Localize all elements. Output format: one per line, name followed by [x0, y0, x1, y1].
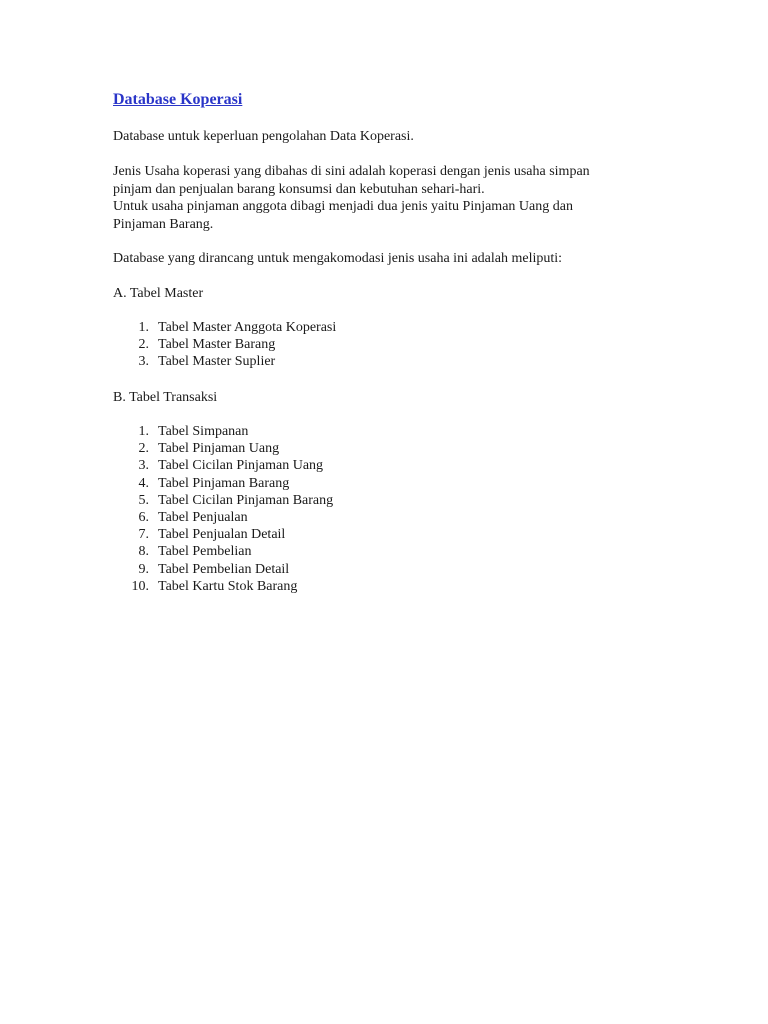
list-item [113, 509, 513, 526]
list-item [113, 336, 513, 353]
list-item-number: 8. [138, 544, 149, 560]
list-item-number: 1. [138, 320, 149, 335]
paragraph-1-line-1: Jenis Usaha koperasi yang dibahas di sini adalah koperasi dengan jenis usaha simpan [113, 164, 590, 179]
list-item-text: Tabel Cicilan Pinjaman Uang [158, 458, 324, 474]
list-item [113, 561, 513, 578]
list-item-text: Tabel Penjualan [158, 509, 248, 525]
list-item-text: Tabel Pembelian Detail [158, 561, 290, 577]
list-item-text: Tabel Master Suplier [158, 354, 276, 370]
list-item [113, 526, 513, 543]
list-item-text: Tabel Pinjaman Uang [158, 441, 280, 457]
list-item [113, 353, 513, 370]
list-item [113, 492, 513, 509]
list-item [113, 578, 513, 595]
document-title-link[interactable]: Database Koperasi [113, 91, 243, 108]
paragraph-2-text: Database yang dirancang untuk mengakomodasi jenis usaha ini adalah meliputi: [113, 251, 563, 266]
list-item-text: Tabel Penjualan Detail [158, 527, 286, 543]
list-item-number: 2. [138, 441, 149, 457]
list-item-number: 3. [138, 354, 149, 370]
list-item-text: Tabel Cicilan Pinjaman Barang [158, 492, 334, 508]
list-item-number: 3. [138, 458, 149, 474]
list-item [113, 319, 513, 336]
list-item-number: 9. [138, 561, 149, 577]
paragraph-1-line-2: pinjam dan penjualan barang konsumsi dan kebutuhan sehari-hari. [113, 181, 485, 197]
list-item-text: Tabel Pembelian [158, 544, 252, 560]
list-item [113, 440, 513, 457]
list-item-number: 7. [138, 527, 149, 543]
list-item-text: Tabel Simpanan [158, 424, 249, 439]
section-a-list [113, 319, 513, 371]
list-item-number: 2. [138, 337, 149, 353]
list-item [113, 423, 513, 440]
list-item-text: Tabel Pinjaman Barang [158, 475, 290, 491]
intro-text: Database untuk keperluan pengolahan Data Koperasi. [113, 129, 414, 144]
list-item [113, 457, 513, 474]
list-item-number: 5. [138, 492, 149, 508]
section-b-list [113, 423, 513, 595]
section-a-heading: A. Tabel Master [113, 286, 204, 301]
list-item-text: Tabel Master Barang [158, 337, 276, 353]
paragraph-1-line-4: Pinjaman Barang. [113, 216, 214, 232]
list-item-number: 4. [138, 475, 149, 491]
list-item [113, 475, 513, 492]
paragraph-1-line-3: Untuk usaha pinjaman anggota dibagi menjadi dua jenis yaitu Pinjaman Uang dan [113, 199, 573, 214]
list-item-number: 6. [138, 509, 149, 525]
list-item-text: Tabel Kartu Stok Barang [158, 578, 298, 594]
list-item-number: 10. [131, 578, 149, 594]
section-b-heading: B. Tabel Transaksi [113, 390, 218, 405]
list-item [113, 543, 513, 560]
list-item-text: Tabel Master Anggota Koperasi [158, 320, 337, 335]
list-item-number: 1. [138, 424, 149, 439]
